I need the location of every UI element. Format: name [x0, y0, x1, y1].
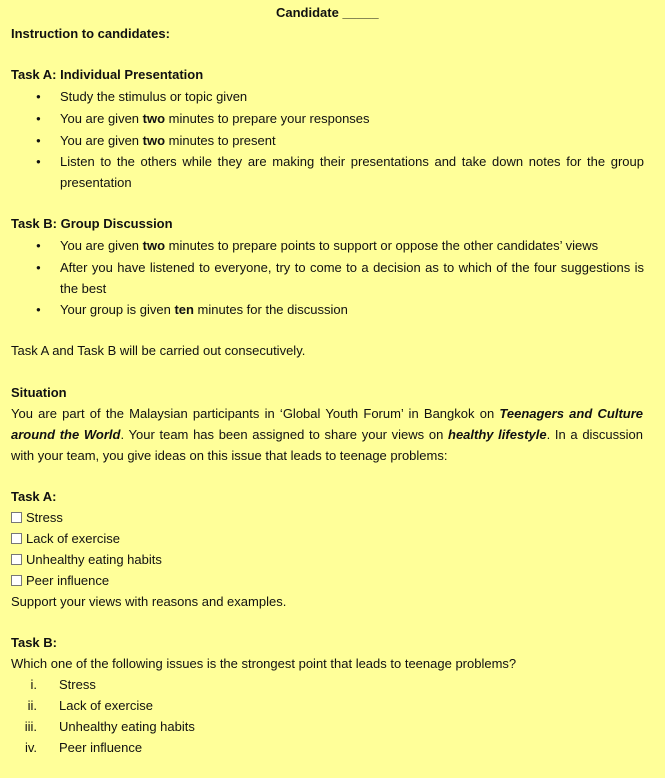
task-b-bullet: ● Your group is given ten minutes for the discussion: [36, 299, 644, 320]
task-a-bullet: ● You are given two minutes to present: [36, 130, 644, 151]
checkbox-icon: [11, 533, 22, 544]
task-b-option: i. Stress: [30, 677, 96, 692]
task-b-bullet: ● You are given two minutes to prepare points to support or oppose the other candidates’ views: [36, 235, 644, 256]
task-a-intro-heading: Task A: Individual Presentation: [11, 67, 204, 82]
task-a-bullet: ● Study the stimulus or topic given: [36, 86, 644, 107]
consecutive-note: Task A and Task B will be carried out consecutively.: [11, 343, 306, 358]
candidate-label: Candidate _____: [276, 5, 379, 20]
task-a-closing: Support your views with reasons and examples.: [11, 594, 287, 609]
task-a-option: Unhealthy eating habits: [11, 552, 162, 568]
task-a-bullet: ● You are given two minutes to prepare your responses: [36, 108, 644, 129]
task-a-option: Lack of exercise: [11, 531, 120, 547]
situation-heading: Situation: [11, 385, 67, 400]
task-a-option: Stress: [11, 510, 63, 526]
task-b-option: ii. Lack of exercise: [27, 698, 153, 713]
task-a-option: Peer influence: [11, 573, 109, 589]
task-b-intro-heading: Task B: Group Discussion: [11, 216, 173, 231]
task-a-bullet: ● Listen to the others while they are making their presentations and take down notes for the group presentation: [36, 151, 644, 193]
situation-paragraph: You are part of the Malaysian participants in ‘Global Youth Forum’ in Bangkok on Teenagers and Culture around the World. Your team has been assigned to share your views on healthy lifestyle. In a discussion with your team, you give ideas on this issue that leads to teenage problems:: [11, 406, 644, 463]
checkbox-icon: [11, 575, 22, 586]
checkbox-icon: [11, 554, 22, 565]
checkbox-icon: [11, 512, 22, 523]
instructions-heading: Instruction to candidates:: [11, 26, 170, 41]
task-b-bullet: ● After you have listened to everyone, try to come to a decision as to which of the four suggestions is the best: [36, 257, 644, 299]
bullet-icon: [36, 257, 46, 280]
task-b-option: iv. Peer influence: [24, 740, 143, 755]
task-b-option: iii. Unhealthy eating habits: [24, 719, 195, 734]
bullet-icon: [36, 108, 46, 131]
bullet-icon: [36, 151, 46, 174]
bullet-icon: [36, 130, 46, 153]
bullet-icon: [36, 86, 46, 109]
bullet-icon: [36, 235, 46, 258]
task-a-heading: Task A:: [11, 489, 57, 504]
task-b-heading: Task B:: [11, 635, 57, 650]
task-b-question: Which one of the following issues is the strongest point that leads to teenage problems?: [11, 656, 517, 671]
bullet-icon: [36, 299, 46, 322]
